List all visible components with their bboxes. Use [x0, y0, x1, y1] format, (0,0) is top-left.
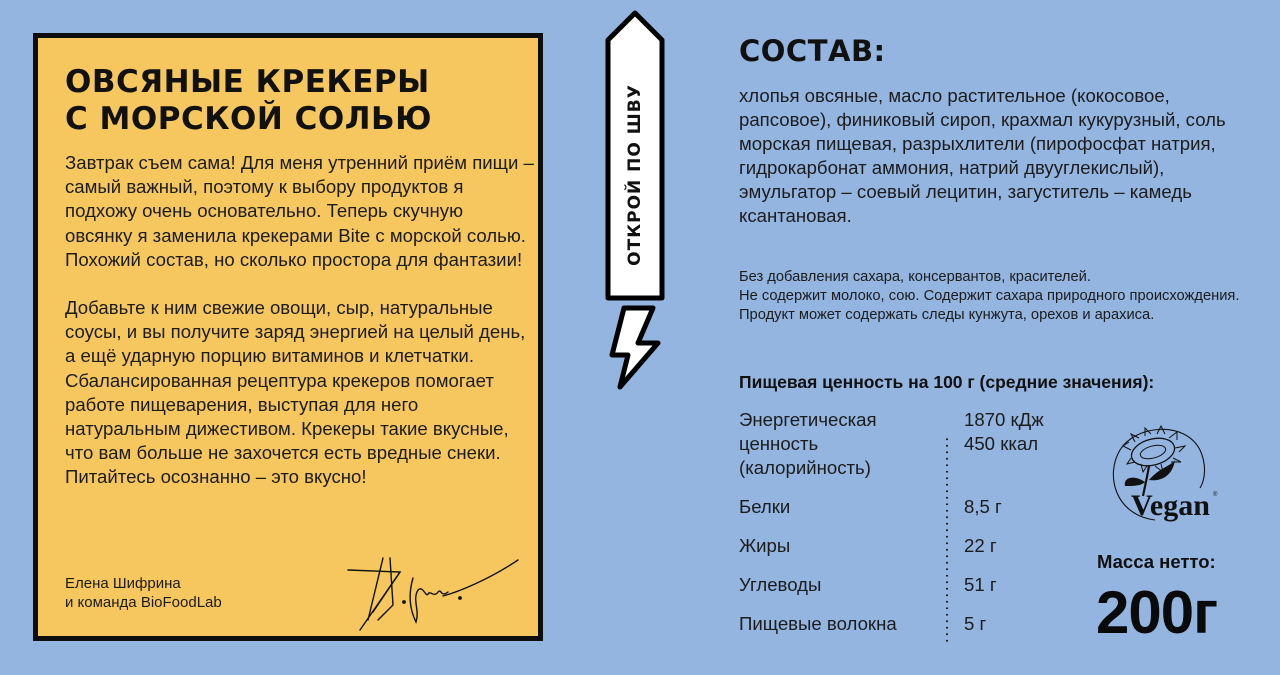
story-text [65, 151, 535, 490]
lightning-bolt-icon [608, 305, 663, 390]
svg-text:®: ® [1213, 492, 1218, 498]
nutrition-title: Пищевая ценность на 100 г (средние значения): [739, 372, 1155, 392]
product-title: ОВСЯНЫЕ КРЕКЕРЫ С МОРСКОЙ СОЛЬЮ [65, 64, 433, 137]
open-here-label: ОТКРОЙ ПО ШВУ [625, 84, 646, 266]
allergen-notes: Без добавления сахара, консервантов, красителей. Не содержит молоко, сою. Содержит сахара природного происхождения. Продукт может содержать следы кунжута, орехов и арахиса. [739, 269, 1240, 323]
signature-icon [338, 550, 538, 640]
author: Елена Шифрина и команда BioFoodLab [65, 575, 222, 611]
nutrition-row-fiber: Пищевые волокна 5 г [739, 613, 987, 634]
nutrition-row-carbs: Углеводы 51 г [739, 574, 997, 595]
vegan-logo-icon [1105, 420, 1225, 532]
story-paragraph-1: Завтрак съем сама! Для меня утренний приём пищи – самый важный, поэтому к выбору продуктов я подхожу очень основательно. Теперь скучную овсянку я заменила крекерами Bite с морской солью. Похожий состав, но сколько простора для фантазии! [65, 152, 534, 270]
seal-arc [565, 0, 705, 10]
svg-text:Vegan: Vegan [1131, 489, 1210, 522]
dotted-divider [946, 436, 948, 642]
net-weight-label: Масса нетто: [1097, 551, 1216, 572]
nutrition-row-fat: Жиры 22 г [739, 535, 997, 556]
nutrition-row-energy: Энергетическая ценность (калорийность) 1870 кДж 450 ккал [739, 409, 1044, 478]
story-paragraph-2: Добавьте к ним свежие овощи, сыр, натуральные соусы, и вы получите заряд энергией на целый день, а ещё ударную порцию витаминов и клетчатки. Сбалансированная рецептура крекеров помогает работе пищеварения, выступая для него натуральным дижестивом. Крекеры такие вкусные, что вам больше не захочется есть вредные снеки. Питайтесь осознанно – это вкусно! [65, 297, 526, 488]
nutrition-table [739, 408, 1079, 636]
composition-text: хлопья овсяные, масло растительное (кокосовое, рапсовое), финиковый сироп, крахмал кукурузный, соль морская пищевая, разрыхлители (пирофосфат натрия, гидрокарбонат аммония, натрий двууглекислый), эмульгатор – соевый лецитин, загуститель – камедь ксантановая. [739, 85, 1226, 226]
story-card [33, 33, 543, 641]
composition-title: СОСТАВ: [739, 34, 886, 68]
net-weight-value: 200г [1096, 579, 1218, 646]
nutrition-row-protein: Белки 8,5 г [739, 496, 1002, 517]
